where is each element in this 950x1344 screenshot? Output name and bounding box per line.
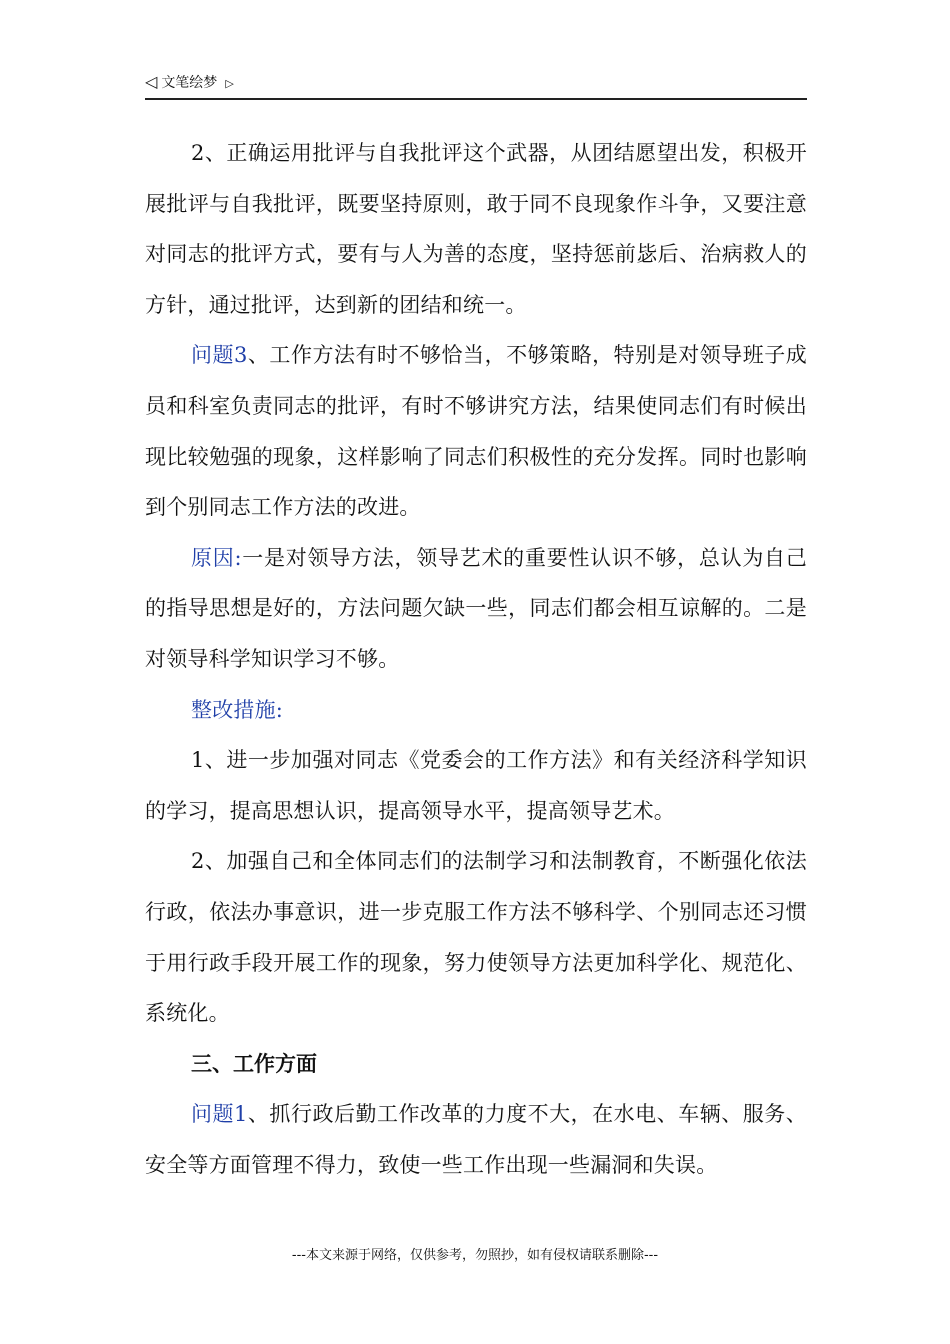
paragraph-3 — [145, 533, 807, 685]
paragraph-2 — [145, 330, 807, 532]
paragraph-1 — [145, 128, 807, 330]
paragraph-text: 2、加强自己和全体同志们的法制学习和法制教育，不断强化依法行政，依法办事意识，进一步克服工作方法不够科学、个别同志还习惯于用行政手段开展工作的现象，努力使领导方法更加科学化、规范化、系统化。 — [145, 849, 807, 1026]
paragraph-label: 问题3 — [191, 343, 248, 368]
paragraph-label: 原因: — [191, 545, 242, 570]
header-brand — [145, 72, 234, 92]
page-footer: ---本文来源于网络，仅供参考，勿照抄，如有侵权请联系删除--- — [291, 1248, 659, 1263]
brand-name: 文笔绘梦 — [161, 75, 218, 91]
section-heading: 三、工作方面 — [191, 1051, 317, 1076]
paragraph-text: 1、进一步加强对同志《党委会的工作方法》和有关经济科学知识的学习，提高思想认识，提高领导水平，提高领导艺术。 — [145, 748, 807, 823]
paragraph-text: 、抓行政后勤工作改革的力度不大，在水电、车辆、服务、安全等方面管理不得力，致使一些工作出现一些漏洞和失误。 — [145, 1102, 807, 1177]
page-header — [145, 72, 807, 100]
document-body — [145, 128, 807, 1190]
triangle-right-icon: ▷ — [225, 77, 234, 90]
paragraph-7 — [145, 1089, 807, 1190]
paragraph-label: 整改措施: — [191, 697, 284, 722]
paragraph-text: 、工作方法有时不够恰当，不够策略，特别是对领导班子成员和科室负责同志的批评，有时不够讲究方法，结果使同志们有时候出现比较勉强的现象，这样影响了同志们积极性的充分发挥。同时也影响到个别同志工作方法的改进。 — [145, 343, 807, 520]
paragraph-5 — [145, 735, 807, 836]
paragraph-6 — [145, 836, 807, 1038]
paragraph-4 — [145, 685, 807, 736]
paragraph-text: 2、正确运用批评与自我批评这个武器，从团结愿望出发，积极开展批评与自我批评，既要坚持原则，敢于同不良现象作斗争，又要注意对同志的批评方式，要有与人为善的态度，坚持惩前毖后、治病救人的方针，通过批评，达到新的团结和统一。 — [145, 141, 807, 317]
paragraph-label: 问题1 — [191, 1102, 248, 1127]
triangle-left-icon: ◁ — [145, 72, 158, 91]
paragraph-text: 一是对领导方法，领导艺术的重要性认识不够，总认为自己的指导思想是好的，方法问题欠缺一些，同志们都会相互谅解的。二是对领导科学知识学习不够。 — [145, 545, 807, 671]
